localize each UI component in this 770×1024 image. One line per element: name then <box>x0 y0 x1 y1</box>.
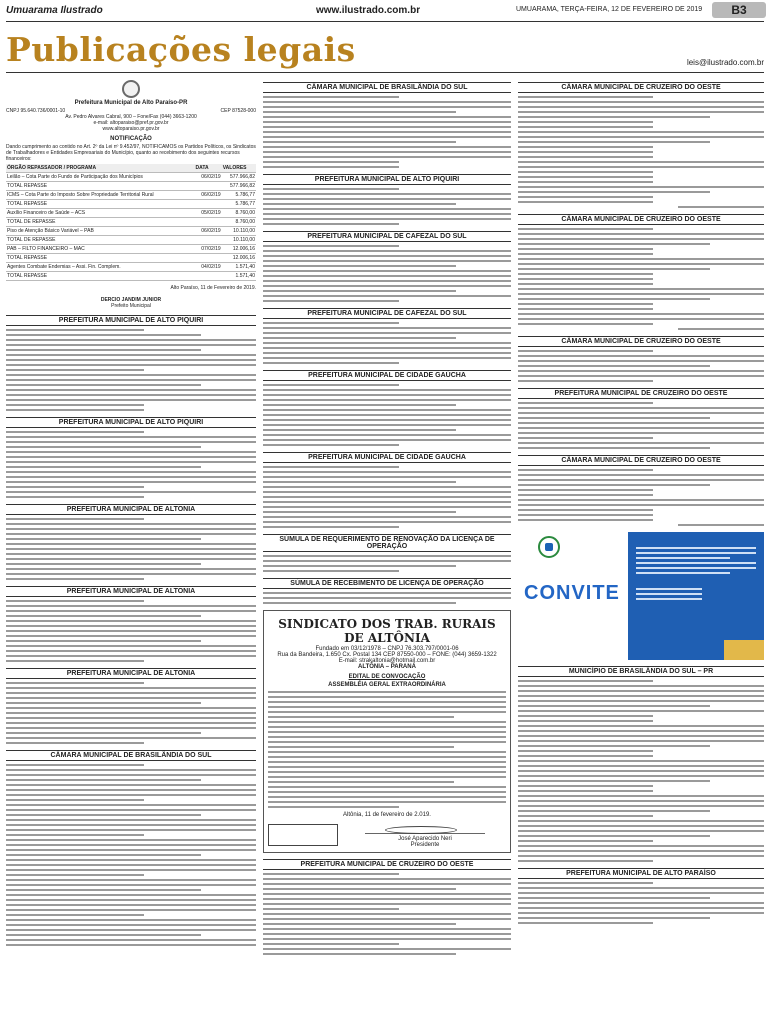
notice-sumula-1 <box>263 534 511 572</box>
notice-heading: PREFEITURA MUNICIPAL DE CRUZEIRO DO OESTE <box>263 859 511 870</box>
table-cell: 04/02/19 <box>195 263 222 272</box>
table-cell <box>195 272 222 281</box>
notice-cnpj: CNPJ 95.640.736/0001-10 <box>6 108 66 114</box>
table-cell: TOTAL DE REPASSE <box>6 218 195 227</box>
signature-block <box>56 297 206 309</box>
table-cell: 8.760,00 <box>222 218 256 227</box>
notice-alto-piquiri-1 <box>6 315 256 411</box>
notice-camara-cruzeiro-4 <box>518 455 764 526</box>
table-cell: 06/02/19 <box>195 227 222 236</box>
convocacao-signer: José Aparecido Neri <box>398 836 452 842</box>
notice-heading: MUNICÍPIO DE BRASILÂNDIA DO SUL – PR <box>518 666 764 677</box>
notice-alto-paraiso <box>6 80 256 309</box>
notice-heading: PREFEITURA MUNICIPAL DE ALTO PARAÍSO <box>518 868 764 879</box>
notice-heading: CÂMARA MUNICIPAL DE CRUZEIRO DO OESTE <box>518 455 764 466</box>
table-row <box>6 200 256 209</box>
ad-logo-icon <box>538 536 560 558</box>
table-cell: 06/02/19 <box>195 173 222 182</box>
notice-brasilandia <box>6 750 256 946</box>
notice-altonia-2 <box>6 586 256 662</box>
notice-place-date: Alto Paraíso, 11 de Fevereiro de 2019. <box>170 285 256 291</box>
page-header <box>0 0 770 24</box>
convocacao-signature-row <box>268 822 506 848</box>
table-cell: 577.966,82 <box>222 173 256 182</box>
signature-scribble <box>365 826 485 834</box>
convite-advertisement <box>518 532 764 660</box>
notice-heading: PREFEITURA MUNICIPAL DE CIDADE GAÚCHA <box>263 370 511 381</box>
section-email[interactable]: leis@ilustrado.com.br <box>686 58 764 67</box>
newspaper-brand: Umuarama Ilustrado <box>6 5 103 16</box>
notice-cidade-gaucha-2 <box>263 452 511 528</box>
ad-convite-title: CONVITE <box>524 582 620 604</box>
table-cell: ICMS – Cota Parte do Imposto Sobre Propriedade Territorial Rural <box>6 191 195 200</box>
table-cell: 577.966,82 <box>222 182 256 191</box>
column-1 <box>6 80 256 1018</box>
notice-brasilandia <box>263 82 511 168</box>
notice-address: Av. Pedro Alvares Cabral, 900 – Fone/Fax (044) 3663-1200 <box>65 114 197 120</box>
section-rule <box>6 72 764 73</box>
table-cell: PAB – FILTO FINANCEIRO – MAC <box>6 245 195 254</box>
notice-heading: PREFEITURA MUNICIPAL DE CAFEZAL DO SUL <box>263 308 511 319</box>
ad-decoration <box>724 640 764 660</box>
notice-heading: SÚMULA DE RECEBIMENTO DE LICENÇA DE OPERAÇÃO <box>263 578 511 589</box>
table-row <box>6 173 256 182</box>
convocacao-subtitle: ASSEMBLÉIA GERAL EXTRAORDINÁRIA <box>328 682 446 688</box>
table-cell: 05/02/19 <box>195 209 222 218</box>
signer-role: Prefeito Municipal <box>111 303 151 309</box>
column-3 <box>518 80 764 1018</box>
notice-altonia-1 <box>6 504 256 580</box>
section-title: Publicações legais <box>6 30 356 69</box>
table-cell <box>195 182 222 191</box>
table-cell <box>195 200 222 209</box>
table-row <box>6 182 256 191</box>
dateline: UMUARAMA, TERÇA-FEIRA, 12 DE FEVEREIRO DE 2019 <box>516 6 703 13</box>
convocacao-role: Presidente <box>410 842 440 848</box>
sindicato-town: ALTÔNIA – PARANÁ <box>358 664 416 670</box>
notice-heading: SÚMULA DE REQUERIMENTO DE RENOVAÇÃO DA LICENÇA DE OPERAÇÃO <box>263 534 511 552</box>
notice-email[interactable]: e-mail: altoparaiso@pref.pr.gov.br <box>93 120 169 126</box>
table-header: ÓRGÃO REPASSADOR / PROGRAMA <box>6 164 195 173</box>
header-rule <box>6 21 764 22</box>
table-row <box>6 236 256 245</box>
table-header: VALORES <box>222 164 256 173</box>
convocacao-place-date: Altônia, 11 de fevereiro de 2.019. <box>343 812 431 818</box>
table-row <box>6 263 256 272</box>
transfers-table <box>6 164 256 281</box>
notice-cafezal-1 <box>263 231 511 302</box>
page-number-box <box>712 2 766 18</box>
notice-heading: PREFEITURA MUNICIPAL DE ALTO PIQUIRI <box>263 174 511 185</box>
table-cell: Agentes Combate Endemias – Assi. Fin. Complem. <box>6 263 195 272</box>
table-cell: Auxílio Financeiro de Saúde – ACS <box>6 209 195 218</box>
table-cell: 10.110,00 <box>222 236 256 245</box>
table-header: DATA <box>195 164 222 173</box>
notice-brasilandia-municipio <box>518 666 764 862</box>
page-number: B3 <box>731 3 747 17</box>
notice-org: Prefeitura Municipal de Alto Paraíso-PR <box>74 100 188 106</box>
notice-heading: PREFEITURA MUNICIPAL DE CRUZEIRO DO OESTE <box>518 388 764 399</box>
notice-cidade-gaucha-1 <box>263 370 511 446</box>
sindicato-address: Rua da Bandeira, 1.650 Cx. Postal 134 CEP 87550-000 – FONE: (044) 3659-1322 <box>277 652 497 658</box>
notice-alto-piquiri <box>263 174 511 225</box>
table-cell: TOTAL REPASSE <box>6 254 195 263</box>
table-cell: TOTAL REPASSE <box>6 272 195 281</box>
table-row <box>6 191 256 200</box>
notice-heading: NOTIFICAÇÃO <box>110 136 152 142</box>
table-row <box>6 254 256 263</box>
column-2 <box>263 80 511 1018</box>
table-cell: 10.110,00 <box>222 227 256 236</box>
convocacao-signature <box>344 822 506 848</box>
notice-heading: PREFEITURA MUNICIPAL DE ALTO PIQUIRI <box>6 315 256 326</box>
ad-right-panel <box>628 532 764 660</box>
notice-heading: PREFEITURA MUNICIPAL DE ALTONIA <box>6 504 256 515</box>
notice-camara-cruzeiro-1 <box>518 82 764 208</box>
notice-site[interactable]: www.altoparaiso.pr.gov.br <box>102 126 160 132</box>
notice-heading: CÂMARA MUNICIPAL DE CRUZEIRO DO OESTE <box>518 82 764 93</box>
registry-stamp <box>268 824 338 846</box>
table-cell: 12.006,16 <box>222 245 256 254</box>
table-cell: Leilão – Cota Parte do Fundo de Participação dos Municípios <box>6 173 195 182</box>
notice-camara-cruzeiro-3 <box>518 336 764 382</box>
table-cell: TOTAL REPASSE <box>6 200 195 209</box>
notice-heading: CÂMARA MUNICIPAL DE BRASILÂNDIA DO SUL <box>263 82 511 93</box>
convocacao-title: EDITAL DE CONVOCAÇÃO <box>348 674 426 680</box>
table-cell: 5.786,77 <box>222 191 256 200</box>
notice-intro: Dando cumprimento ao contido no Art. 2º da Lei nº 9.452/97, NOTIFICAMOS os Partidos Políticos, os Sindicatos de Trabalhadores e Entidades Empresariais do Município, quanto ao recebimento dos seguintes recursos financeiros: <box>6 144 256 162</box>
table-cell: TOTAL REPASSE <box>6 182 195 191</box>
notice-sindicato <box>263 610 511 853</box>
table-cell: 1.571,40 <box>222 272 256 281</box>
notice-heading: CÂMARA MUNICIPAL DE CRUZEIRO DO OESTE <box>518 336 764 347</box>
newspaper-url[interactable]: www.ilustrado.com.br <box>316 5 421 16</box>
notice-heading: PREFEITURA MUNICIPAL DE ALTO PIQUIRI <box>6 417 256 428</box>
table-cell: TOTAL DE REPASSE <box>6 236 195 245</box>
table-row <box>6 218 256 227</box>
table-row <box>6 209 256 218</box>
ad-left-panel <box>518 532 628 660</box>
notice-cep: CEP 87528-000 <box>220 108 256 114</box>
notice-heading: CÂMARA MUNICIPAL DE BRASILÂNDIA DO SUL <box>6 750 256 761</box>
notice-heading: PREFEITURA MUNICIPAL DE CAFEZAL DO SUL <box>263 231 511 242</box>
notice-alto-piquiri-2 <box>6 417 256 498</box>
notice-cruzeiro-oeste <box>263 859 511 955</box>
notice-camara-cruzeiro-2 <box>518 214 764 330</box>
table-cell: 12.006,16 <box>222 254 256 263</box>
table-cell: 07/02/19 <box>195 245 222 254</box>
sindicato-title: SINDICATO DOS TRAB. RURAIS DE ALTÔNIA <box>278 617 496 645</box>
notice-alto-paraiso <box>518 868 764 924</box>
notice-heading: CÂMARA MUNICIPAL DE CRUZEIRO DO OESTE <box>518 214 764 225</box>
table-cell <box>195 254 222 263</box>
signer-name: DERCIO JANDIM JUNIOR <box>100 297 162 303</box>
table-cell <box>195 218 222 227</box>
table-row <box>6 245 256 254</box>
sindicato-subtitle: Fundado em 03/12/1978 – CNPJ 76.303.797/0001-06 <box>315 646 459 652</box>
table-cell: 5.786,77 <box>222 200 256 209</box>
notice-heading: PREFEITURA MUNICIPAL DE ALTONIA <box>6 586 256 597</box>
table-cell: 8.760,00 <box>222 209 256 218</box>
notice-cafezal-2 <box>263 308 511 364</box>
notice-altonia-3 <box>6 668 256 744</box>
municipal-crest-icon <box>122 80 140 98</box>
sindicato-email[interactable]: E-mail: strakaltonia@hotmail.com.br <box>338 658 436 664</box>
notice-sumula-2 <box>263 578 511 604</box>
table-row <box>6 227 256 236</box>
notice-pref-cruzeiro <box>518 388 764 449</box>
table-cell: 1.571,40 <box>222 263 256 272</box>
notice-heading: PREFEITURA MUNICIPAL DE ALTONIA <box>6 668 256 679</box>
table-row <box>6 272 256 281</box>
table-cell <box>195 236 222 245</box>
table-cell: 06/02/19 <box>195 191 222 200</box>
table-cell: Piso de Atenção Básico Variável – PAB <box>6 227 195 236</box>
notice-heading: PREFEITURA MUNICIPAL DE CIDADE GAÚCHA <box>263 452 511 463</box>
